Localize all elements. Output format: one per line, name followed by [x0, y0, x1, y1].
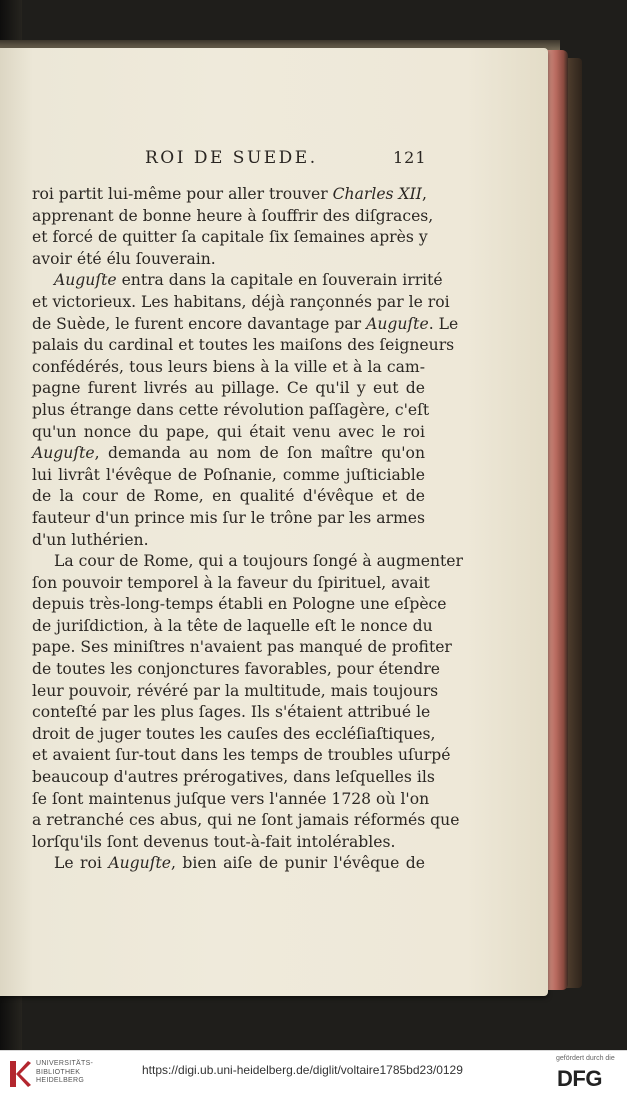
text-segment: La cour de Rome, qui a toujours ſongé à augmenter	[54, 552, 463, 571]
italic-name: Charles XII	[332, 185, 422, 203]
text-segment: et forcé de quitter ſa capitale ſix ſemaines après y	[32, 228, 428, 247]
text-segment: Le roi	[54, 854, 109, 873]
italic-name: Auguſte	[366, 314, 429, 333]
heidelberg-university-library-logo-icon[interactable]	[8, 1059, 32, 1089]
text-segment: ſe ſont maintenus juſque vers l'année 1728 où l'on	[32, 789, 430, 808]
text-segment: droit de juger toutes les cauſes des eccléſiaſtiques,	[32, 724, 436, 743]
institution-name[interactable]	[36, 1060, 96, 1086]
text-segment: ,	[421, 185, 427, 203]
text-segment: pape. Ses miniſtres n'avaient pas manqué de profiter	[32, 638, 452, 657]
text-line	[32, 637, 452, 659]
text-line	[32, 422, 425, 444]
text-segment: plus étrange dans cette révolution paſſagère, c'eſt	[32, 400, 430, 419]
permalink[interactable]: https://digi.ub.uni-heidelberg.de/diglit/voltaire1785bd23/0129	[142, 1063, 463, 1077]
text-segment: de Suède, le furent encore davantage par	[32, 314, 367, 333]
text-segment: lui livrât l'évêque de Poſnanie, comme juſticiable	[32, 465, 425, 484]
running-head: ROI DE SUEDE.	[145, 148, 318, 168]
viewer-footer	[0, 1050, 627, 1096]
text-line	[32, 681, 439, 703]
text-line	[32, 724, 436, 746]
text-segment: qu'un nonce du pape, qui était venu avec le roi	[32, 422, 425, 441]
text-line	[32, 292, 450, 314]
text-segment: d'un luthérien.	[32, 530, 149, 549]
text-line	[32, 378, 425, 400]
text-line	[32, 465, 425, 487]
text-segment: . Le	[428, 314, 459, 333]
text-line	[32, 573, 430, 595]
text-line	[32, 767, 435, 789]
text-line	[32, 486, 425, 508]
italic-name: Auguſte	[54, 271, 117, 290]
text-segment: de toutes les conjonctures favorables, pour étendre	[32, 660, 440, 679]
text-line	[32, 853, 425, 875]
page-number: 121	[393, 148, 427, 167]
text-line	[32, 530, 425, 552]
text-segment: roi partit lui-même pour aller trouver	[32, 185, 333, 203]
text-line	[32, 789, 430, 811]
text-segment: avoir été élu ſouverain.	[32, 249, 216, 268]
institution-line: BIBLIOTHEK	[36, 1068, 81, 1076]
text-segment: pagne furent livrés au pillage. Ce qu'il y eut de	[32, 379, 425, 398]
institution-line: UNIVERSITÄTS-	[36, 1060, 94, 1067]
text-segment: leur pouvoir, révéré par la multitude, mais toujours	[32, 681, 439, 700]
text-segment: confédérés, tous leurs biens à la ville et à la cam-	[32, 357, 425, 376]
text-segment: et victorieux. Les habitans, déjà rançonnés par le roi	[32, 292, 450, 311]
text-line	[32, 594, 447, 616]
text-line	[32, 702, 431, 724]
dfg-logo[interactable]: DFG	[557, 1066, 602, 1091]
text-line	[32, 270, 443, 292]
text-line	[32, 184, 425, 206]
text-segment: , bien aiſe de punir l'évêque de	[170, 854, 425, 873]
text-segment: ſon pouvoir temporel à la faveur du ſpirituel, avait	[32, 573, 430, 592]
text-segment: beaucoup d'autres prérogatives, dans leſquelles ils	[32, 768, 435, 787]
text-segment: fauteur d'un prince mis ſur le trône par les armes	[32, 508, 425, 527]
text-segment: de la cour de Rome, en qualité d'évêque et de	[32, 487, 425, 506]
text-segment: palais du cardinal et toutes les maiſons des ſeigneurs	[32, 336, 455, 355]
text-segment: conteſté par les plus ſages. Ils s'étaient attribué le	[32, 703, 431, 722]
text-line	[32, 659, 440, 681]
text-line	[32, 616, 433, 638]
text-line	[32, 206, 434, 228]
text-line	[32, 314, 459, 336]
text-line	[32, 249, 425, 271]
text-line	[32, 227, 428, 249]
text-line	[32, 400, 430, 422]
body-text	[32, 184, 463, 875]
text-line	[32, 810, 460, 832]
text-line	[32, 335, 455, 357]
funder-label: gefördert durch die	[556, 1055, 615, 1062]
text-line	[32, 832, 425, 854]
italic-name: Auguſte	[108, 854, 171, 873]
text-segment: , demanda au nom de ſon maître qu'on	[94, 444, 425, 463]
text-segment: entra dans la capitale en ſouverain irrité	[116, 271, 443, 290]
text-line	[32, 745, 451, 767]
text-segment: lorſqu'ils ſont devenus tout-à-fait intolérables.	[32, 832, 396, 851]
text-line	[32, 551, 463, 573]
text-segment: de juriſdiction, à la tête de laquelle eſt le nonce du	[32, 616, 433, 635]
institution-line: HEIDELBERG	[36, 1077, 85, 1084]
page-header	[0, 148, 548, 168]
text-line	[32, 508, 425, 530]
text-line	[32, 443, 425, 465]
text-line	[32, 357, 425, 379]
text-segment: a retranché ces abus, qui ne ſont jamais réformés que	[32, 811, 460, 830]
text-segment: depuis très-long-temps établi en Pologne une eſpèce	[32, 595, 447, 614]
text-segment: et avaient ſur-tout dans les temps de troubles uſurpé	[32, 746, 451, 765]
book-page	[0, 48, 548, 996]
italic-name: Auguſte	[32, 444, 95, 463]
text-segment: apprenant de bonne heure à ſouffrir des diſgraces,	[32, 206, 434, 225]
